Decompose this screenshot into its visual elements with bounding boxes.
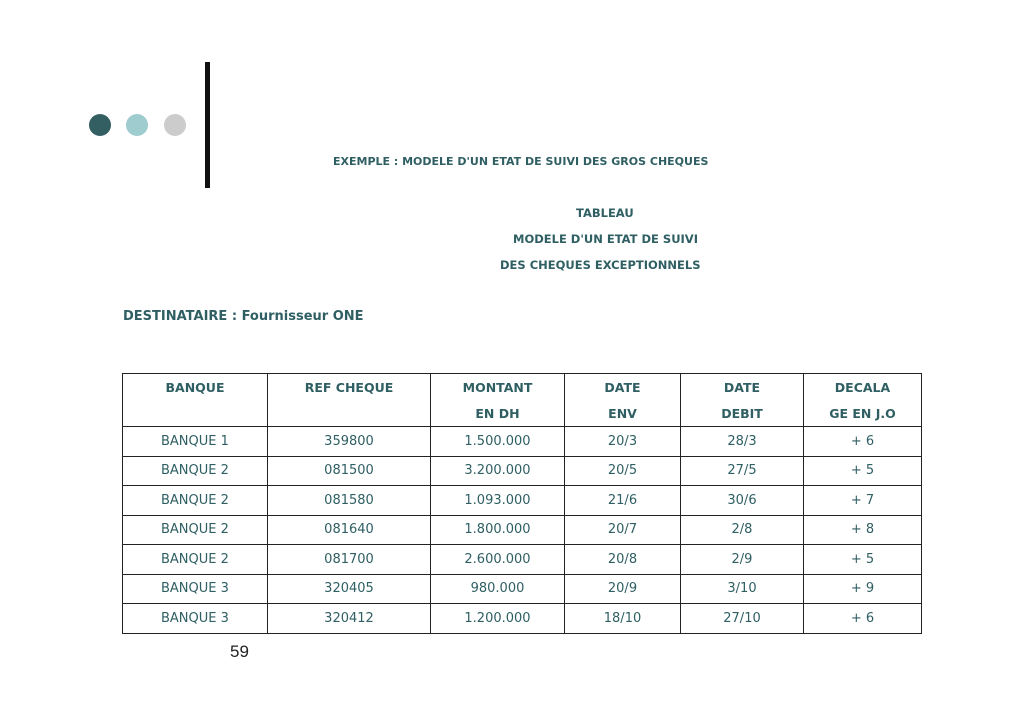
- header-montant: MONTANT: [431, 374, 565, 401]
- cell-date-debit: 2/9: [681, 545, 804, 575]
- cell-ref-cheque: 320412: [268, 604, 431, 634]
- header-date-env-2: ENV: [565, 400, 681, 427]
- cell-decalage: + 9: [804, 574, 922, 604]
- subtitle-line-1: MODELE D'UN ETAT DE SUIVI: [513, 232, 698, 246]
- table-header-row-2: [123, 400, 922, 427]
- page-number: 59: [230, 642, 249, 661]
- cell-date-debit: 28/3: [681, 427, 804, 457]
- table-row: [123, 515, 922, 545]
- cell-decalage: + 5: [804, 545, 922, 575]
- cell-montant: 2.600.000: [431, 545, 565, 575]
- cell-decalage: + 6: [804, 427, 922, 457]
- table-row: [123, 427, 922, 457]
- cell-ref-cheque: 081640: [268, 515, 431, 545]
- header-decalage: DECALA: [804, 374, 922, 401]
- cell-banque: BANQUE 2: [123, 456, 268, 486]
- cell-date-env: 20/5: [565, 456, 681, 486]
- header-ref-cheque-2: [268, 400, 431, 427]
- header-date-debit: DATE: [681, 374, 804, 401]
- cell-date-env: 20/7: [565, 515, 681, 545]
- cell-date-debit: 27/5: [681, 456, 804, 486]
- decor-dot-light: [126, 114, 148, 136]
- header-banque-2: [123, 400, 268, 427]
- cell-montant: 980.000: [431, 574, 565, 604]
- cell-date-debit: 27/10: [681, 604, 804, 634]
- cell-date-env: 20/8: [565, 545, 681, 575]
- cell-date-debit: 30/6: [681, 486, 804, 516]
- header-montant-2: EN DH: [431, 400, 565, 427]
- decor-dot-dark: [89, 114, 111, 136]
- subtitle-line-2: DES CHEQUES EXCEPTIONNELS: [500, 258, 701, 272]
- cell-date-debit: 3/10: [681, 574, 804, 604]
- header-ref-cheque: REF CHEQUE: [268, 374, 431, 401]
- cell-date-env: 20/9: [565, 574, 681, 604]
- destinataire-label: DESTINATAIRE : Fournisseur ONE: [123, 309, 364, 324]
- cell-decalage: + 8: [804, 515, 922, 545]
- cell-date-debit: 2/8: [681, 515, 804, 545]
- cell-ref-cheque: 081700: [268, 545, 431, 575]
- cell-montant: 1.200.000: [431, 604, 565, 634]
- table-row: [123, 604, 922, 634]
- cell-decalage: + 7: [804, 486, 922, 516]
- cell-banque: BANQUE 2: [123, 515, 268, 545]
- cell-montant: 1.800.000: [431, 515, 565, 545]
- cell-banque: BANQUE 3: [123, 574, 268, 604]
- cell-ref-cheque: 359800: [268, 427, 431, 457]
- cell-banque: BANQUE 1: [123, 427, 268, 457]
- cell-banque: BANQUE 3: [123, 604, 268, 634]
- table-header-row-1: [123, 374, 922, 401]
- cell-decalage: + 5: [804, 456, 922, 486]
- cell-montant: 3.200.000: [431, 456, 565, 486]
- cell-date-env: 21/6: [565, 486, 681, 516]
- example-title: EXEMPLE : MODELE D'UN ETAT DE SUIVI DES GROS CHEQUES: [333, 155, 709, 168]
- table-row: [123, 486, 922, 516]
- decor-dot-grey: [164, 114, 186, 136]
- cell-date-env: 20/3: [565, 427, 681, 457]
- cell-ref-cheque: 081500: [268, 456, 431, 486]
- header-date-env: DATE: [565, 374, 681, 401]
- table-row: [123, 545, 922, 575]
- cell-montant: 1.093.000: [431, 486, 565, 516]
- cell-date-env: 18/10: [565, 604, 681, 634]
- cell-banque: BANQUE 2: [123, 486, 268, 516]
- cell-ref-cheque: 320405: [268, 574, 431, 604]
- table-row: [123, 456, 922, 486]
- table-row: [123, 574, 922, 604]
- cell-decalage: + 6: [804, 604, 922, 634]
- header-date-debit-2: DEBIT: [681, 400, 804, 427]
- header-banque: BANQUE: [123, 374, 268, 401]
- tableau-heading: TABLEAU: [576, 206, 634, 220]
- decor-vertical-bar: [205, 62, 210, 188]
- header-decalage-2: GE EN J.O: [804, 400, 922, 427]
- cheque-tracking-table: [122, 373, 922, 634]
- cell-montant: 1.500.000: [431, 427, 565, 457]
- cell-banque: BANQUE 2: [123, 545, 268, 575]
- cell-ref-cheque: 081580: [268, 486, 431, 516]
